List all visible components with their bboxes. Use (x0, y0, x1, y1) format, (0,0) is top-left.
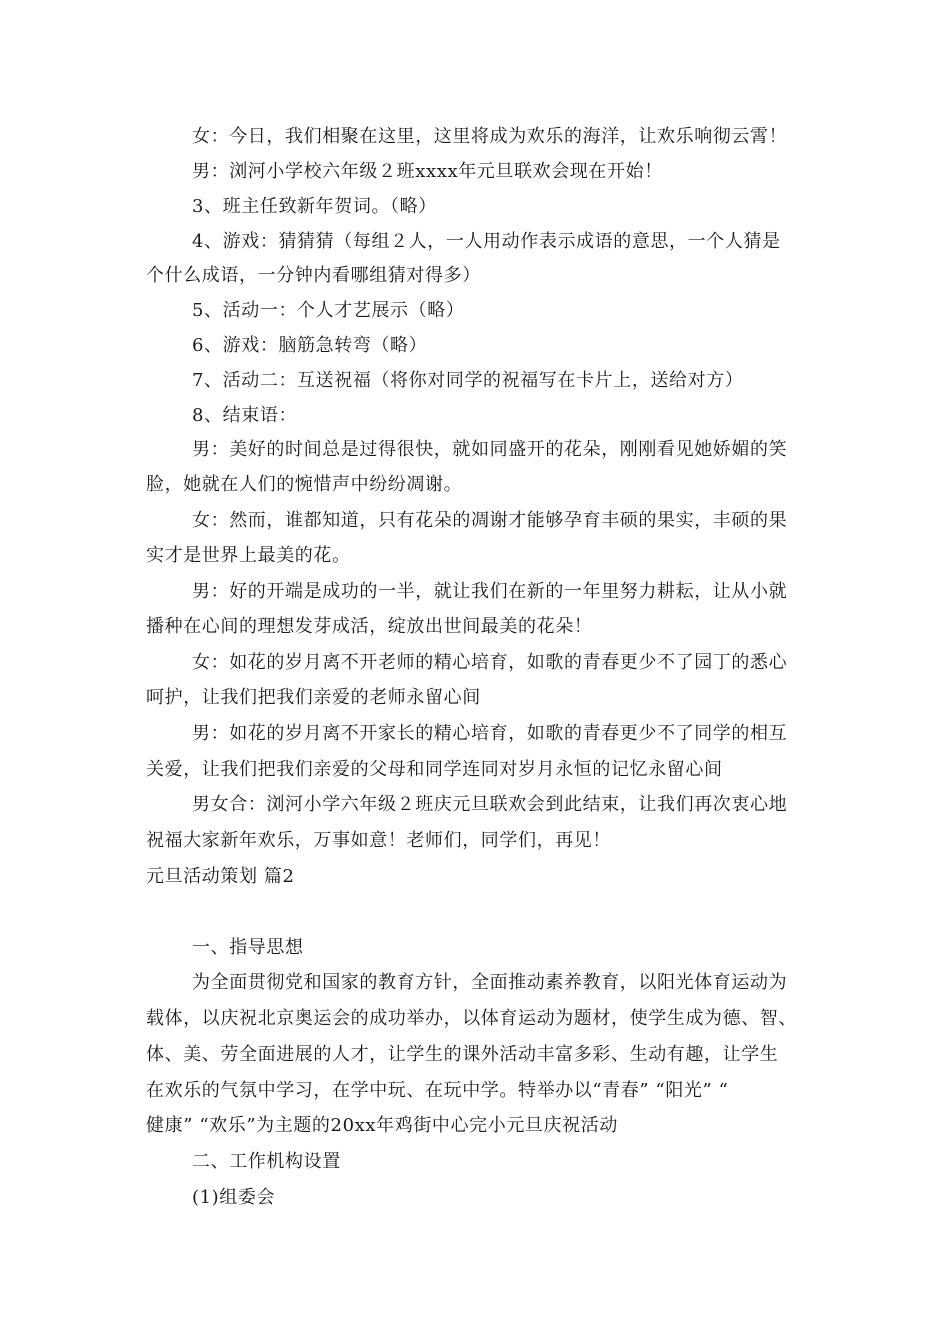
paragraph-line: 呵护，让我们把我们亲爱的老师永留心间 (146, 687, 481, 708)
paragraph-line: 为全面贯彻党和国家的教育方针，全面推动素养教育，以阳光体育运动为 (192, 972, 788, 993)
section-heading: 元旦活动策划 篇2 (146, 866, 295, 887)
paragraph-line: 脸，她就在人们的惋惜声中纷纷凋谢。 (146, 474, 463, 495)
paragraph-line: 载体，以庆祝北京奥运会的成功举办，以体育运动为题材，使学生成为德、智、 (146, 1008, 797, 1029)
paragraph-line: 男：美好的时间总是过得很快，就如同盛开的花朵，刚刚看见她娇媚的笑 (192, 439, 788, 460)
list-item: 4、游戏：猜猜猜（每组２人，一人用动作表示成语的意思，一个人猜是 (192, 231, 781, 252)
list-item: 6、游戏：脑筋急转弯（略） (192, 335, 428, 356)
paragraph-line: 实才是世界上最美的花。 (146, 545, 351, 566)
list-item: 5、活动一：个人才艺展示（略） (192, 300, 465, 321)
paragraph-line: 在欢乐的气氛中学习，在学中玩、在玩中学。特举办以“青春” “阳光” “ (146, 1080, 729, 1101)
paragraph-line: 男女合：浏河小学六年级２班庆元旦联欢会到此结束，让我们再次衷心地 (192, 794, 788, 815)
paragraph-line: 关爱，让我们把我们亲爱的父母和同学连同对岁月永恒的记忆永留心间 (146, 759, 723, 780)
paragraph-line: 体、美、劳全面进展的人才，让学生的课外活动丰富多彩、生动有趣，让学生 (146, 1044, 779, 1065)
list-item: 3、班主任致新年贺词。（略） (192, 196, 437, 217)
paragraph-line: 祝福大家新年欢乐，万事如意！老师们，同学们，再见！ (146, 830, 611, 851)
paragraph-line: 女：然而，谁都知道，只有花朵的凋谢才能够孕育丰硕的果实，丰硕的果 (192, 510, 788, 531)
list-item: (1)组委会 (192, 1187, 276, 1208)
paragraph-line: 个什么成语，一分钟内看哪组猜对得多） (146, 265, 481, 286)
paragraph-line: 播种在心间的理想发芽成活，绽放出世间最美的花朵！ (146, 616, 593, 637)
subsection-heading: 一、指导思想 (192, 937, 304, 958)
list-item: 8、结束语： (192, 405, 298, 426)
paragraph-line: 健康” “欢乐”为主题的20xx年鸡街中心完小元旦庆祝活动 (146, 1115, 618, 1136)
paragraph-line: 男：好的开端是成功的一半，就让我们在新的一年里努力耕耘，让从小就 (192, 581, 788, 602)
list-item: 7、活动二：互送祝福（将你对同学的祝福写在卡片上，送给对方） (192, 370, 744, 391)
paragraph-line: 女：如花的岁月离不开老师的精心培育，如歌的青春更少不了园丁的悉心 (192, 652, 788, 673)
paragraph-line: 男：浏河小学校六年级２班xxxx年元旦联欢会现在开始！ (192, 161, 663, 182)
subsection-heading: 二、工作机构设置 (192, 1151, 341, 1172)
paragraph-line: 男：如花的岁月离不开家长的精心培育，如歌的青春更少不了同学的相互 (192, 723, 788, 744)
paragraph-line: 女：今日，我们相聚在这里，这里将成为欢乐的海洋，让欢乐响彻云霄！ (192, 126, 788, 147)
